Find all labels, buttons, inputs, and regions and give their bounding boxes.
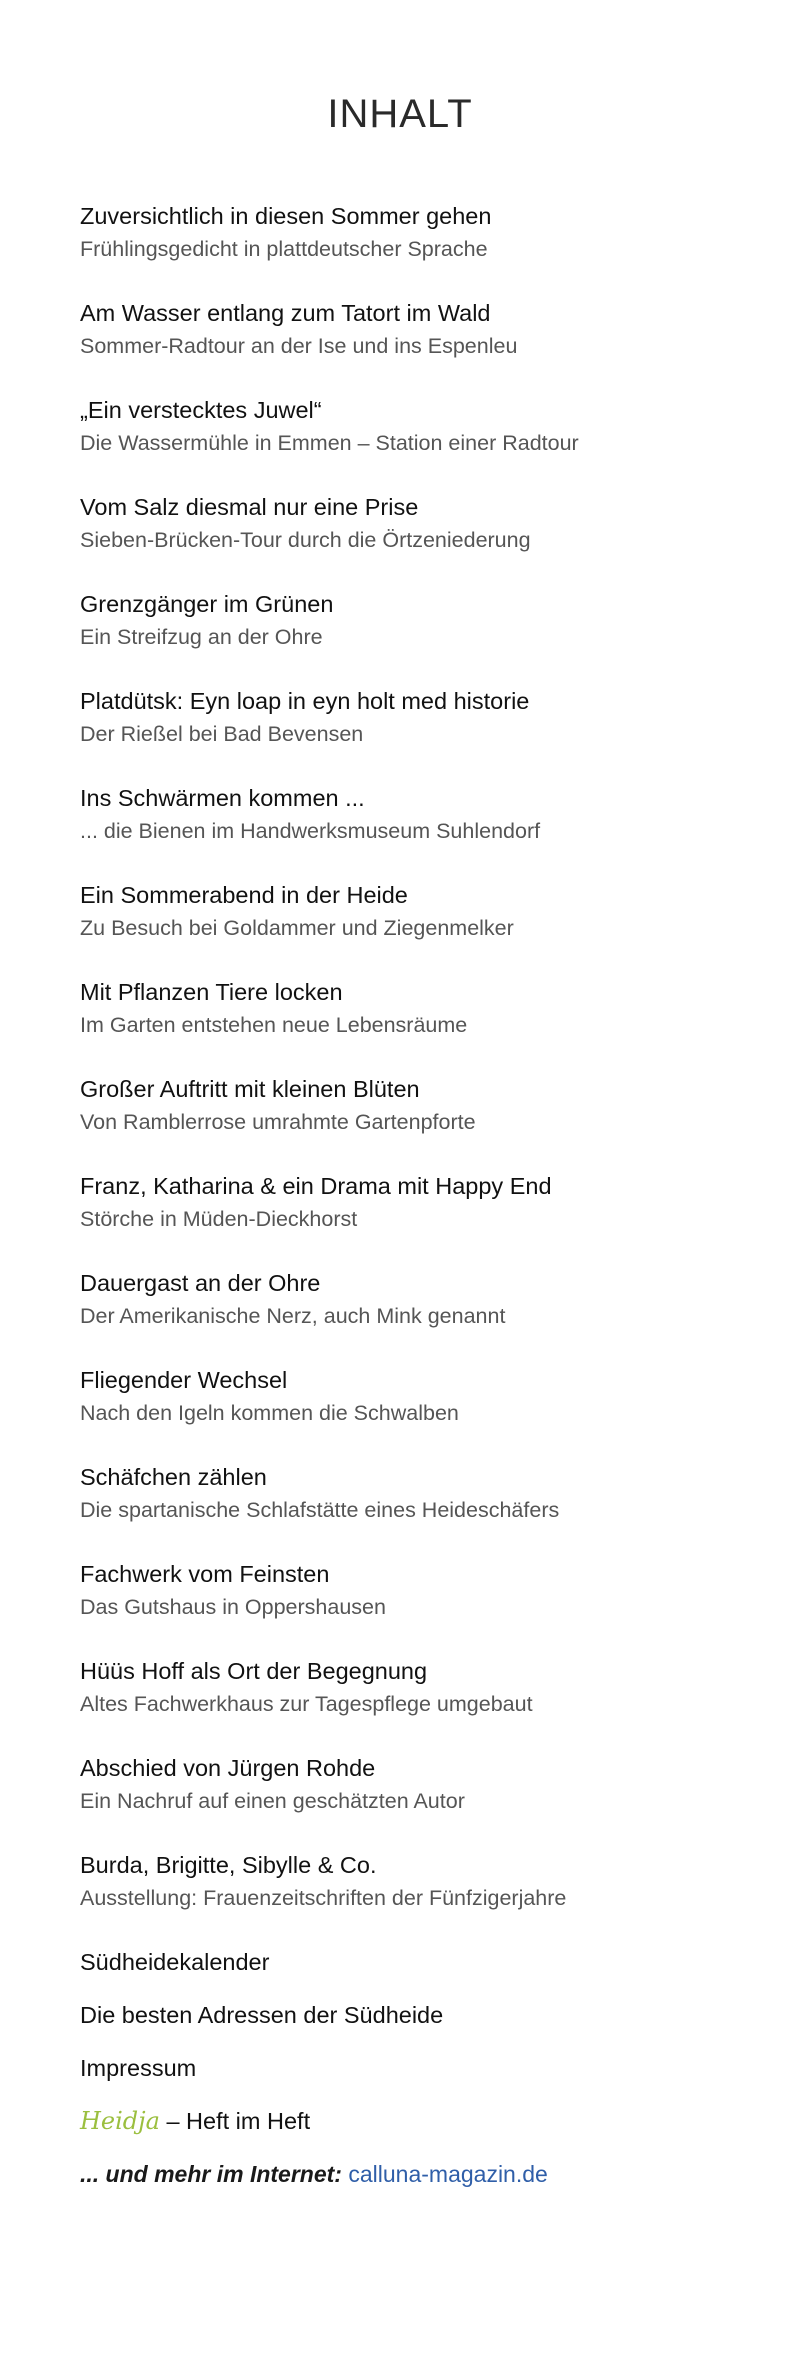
more-online-lead: ... und mehr im Internet:	[80, 2161, 342, 2187]
entry-subtitle: Das Gutshaus in Oppershausen	[80, 1595, 386, 1619]
entry-title: Am Wasser entlang zum Tatort im Wald	[80, 300, 491, 326]
entry-subtitle: Altes Fachwerkhaus zur Tagespflege umgebaut	[80, 1692, 533, 1716]
toc-entry[interactable]	[80, 394, 790, 459]
entry-title: Franz, Katharina & ein Drama mit Happy End	[80, 1173, 552, 1199]
page-title: INHALT	[327, 92, 473, 136]
toc-entry[interactable]	[80, 1267, 790, 1332]
toc-entry[interactable]	[80, 1073, 790, 1138]
entry-subtitle: Frühlingsgedicht in plattdeutscher Sprache	[80, 237, 488, 261]
toc-entry[interactable]	[80, 685, 790, 750]
entry-title: Hüüs Hoff als Ort der Begegnung	[80, 1658, 428, 1684]
toc-entry[interactable]	[80, 1170, 790, 1235]
entry-title: Abschied von Jürgen Rohde	[80, 1755, 376, 1781]
entry-subtitle: Ausstellung: Frauenzeitschriften der Fünfzigerjahre	[80, 1886, 567, 1910]
entry-subtitle: ... die Bienen im Handwerksmuseum Suhlendorf	[80, 819, 541, 843]
entry-subtitle: Die spartanische Schlafstätte eines Heideschäfers	[80, 1498, 560, 1522]
toc-entry[interactable]	[80, 782, 790, 847]
toc-entry[interactable]	[80, 491, 790, 556]
entry-subtitle: Der Amerikanische Nerz, auch Mink genannt	[80, 1304, 506, 1328]
more-online-line	[80, 2158, 790, 2191]
entry-title: Grenzgänger im Grünen	[80, 591, 334, 617]
toc-entry[interactable]	[80, 1655, 790, 1720]
toc-entry[interactable]	[80, 1558, 790, 1623]
entry-title: Ein Sommerabend in der Heide	[80, 882, 408, 908]
entry-title: Mit Pflanzen Tiere locken	[80, 979, 343, 1005]
entry-subtitle: Nach den Igeln kommen die Schwalben	[80, 1401, 459, 1425]
toc-entry[interactable]	[80, 1752, 790, 1817]
entry-subtitle: Der Rießel bei Bad Bevensen	[80, 722, 364, 746]
entry-title: Dauergast an der Ohre	[80, 1270, 321, 1296]
entry-subtitle: Sommer-Radtour an der Ise und ins Espenleu	[80, 334, 518, 358]
toc-entry[interactable]	[80, 588, 790, 653]
entry-title: Platdütsk: Eyn loap in eyn holt med historie	[80, 688, 530, 714]
toc-entry-kalender[interactable]: Südheidekalender	[80, 1949, 270, 1975]
entry-subtitle: Störche in Müden-Dieckhorst	[80, 1207, 358, 1231]
entry-title: Ins Schwärmen kommen ...	[80, 785, 365, 811]
toc-entry-impressum[interactable]: Impressum	[80, 2055, 197, 2081]
entry-title: „Ein verstecktes Juwel“	[80, 397, 322, 423]
entry-title: Vom Salz diesmal nur eine Prise	[80, 494, 419, 520]
entry-title: Fachwerk vom Feinsten	[80, 1561, 330, 1587]
entry-subtitle: Ein Streifzug an der Ohre	[80, 625, 323, 649]
toc-entry-heidja[interactable]	[80, 2105, 790, 2138]
heidja-text: – Heft im Heft	[159, 2108, 311, 2134]
entry-subtitle: Von Ramblerrose umrahmte Gartenpforte	[80, 1110, 476, 1134]
entry-title: Schäfchen zählen	[80, 1464, 267, 1490]
toc-entry-adressen[interactable]: Die besten Adressen der Südheide	[80, 2002, 444, 2028]
website-link[interactable]: calluna-magazin.de	[348, 2161, 548, 2187]
toc-entry[interactable]	[80, 976, 790, 1041]
toc-entry[interactable]	[80, 1849, 790, 1914]
table-of-contents	[80, 200, 790, 2191]
heidja-logo: Heidja	[80, 2107, 160, 2135]
toc-entry[interactable]	[80, 200, 790, 265]
entry-subtitle: Ein Nachruf auf einen geschätzten Autor	[80, 1789, 465, 1813]
entry-subtitle: Sieben-Brücken-Tour durch die Örtzeniederung	[80, 528, 531, 552]
entry-subtitle: Im Garten entstehen neue Lebensräume	[80, 1013, 468, 1037]
entry-subtitle: Zu Besuch bei Goldammer und Ziegenmelker	[80, 916, 514, 940]
toc-entry[interactable]	[80, 879, 790, 944]
entry-title: Burda, Brigitte, Sibylle & Co.	[80, 1852, 377, 1878]
toc-entry[interactable]	[80, 297, 790, 362]
entry-title: Großer Auftritt mit kleinen Blüten	[80, 1076, 420, 1102]
entry-subtitle: Die Wassermühle in Emmen – Station einer Radtour	[80, 431, 579, 455]
toc-entry[interactable]	[80, 1364, 790, 1429]
entry-title: Zuversichtlich in diesen Sommer gehen	[80, 203, 492, 229]
toc-entry[interactable]	[80, 1461, 790, 1526]
entry-title: Fliegender Wechsel	[80, 1367, 288, 1393]
